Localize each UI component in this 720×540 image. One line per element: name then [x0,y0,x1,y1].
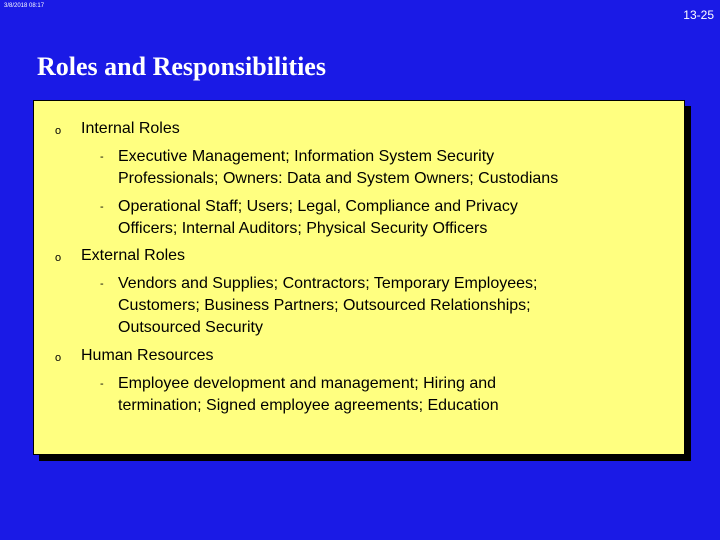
section-label: External Roles [81,247,186,264]
content-box [33,100,685,455]
bullet-icon: o [55,125,62,137]
dash-icon: - [100,201,104,213]
bullet-list [34,101,684,454]
bullet-icon: o [55,252,62,264]
section-label: Human Resources [81,347,214,364]
dash-icon: - [100,378,104,390]
slide-title: Roles and Responsibilities [37,52,326,81]
dash-icon: - [100,278,104,290]
section-label: Internal Roles [81,120,180,137]
dash-icon: - [100,151,104,163]
sub-item-text: Vendors and Supplies; Contractors; Temporary Employees; Customers; Business Partners; Outsourced Relationships; Outsourced Security [118,275,538,336]
slide-number: 13-25 [683,8,714,22]
slide-date: 3/8/2018 08:17 [4,3,45,9]
sub-item-text: Executive Management; Information System Security Professionals; Owners: Data and System Owners; Custodians [118,148,559,187]
bullet-icon: o [55,352,62,364]
sub-item-text: Operational Staff; Users; Legal, Compliance and Privacy Officers; Internal Auditors; Physical Security Officers [118,198,518,237]
sub-item-text: Employee development and management; Hiring and termination; Signed employee agreements; Education [118,375,499,414]
